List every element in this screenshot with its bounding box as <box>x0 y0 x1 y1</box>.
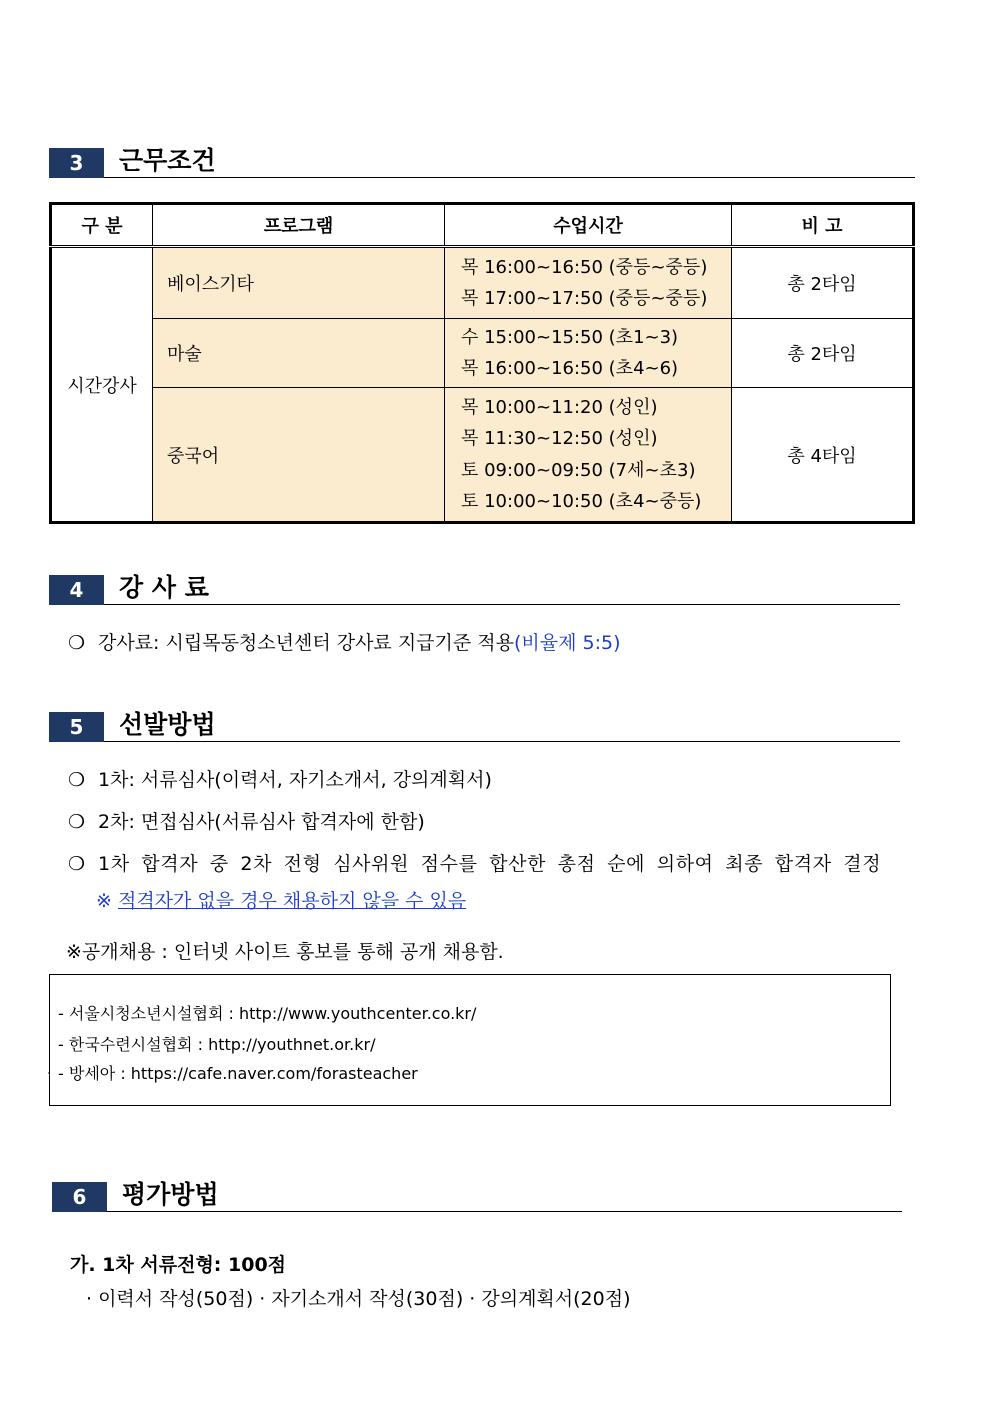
bullet-circle-icon: ❍ <box>68 632 86 654</box>
dot-mark: . <box>47 1062 52 1078</box>
public-notice: ※공개채용 : 인터넷 사이트 홍보를 통해 공개 채용함. <box>66 941 504 963</box>
evaluation-subheading: 가. 1차 서류전형: 100점 <box>70 1254 287 1276</box>
link-item: - 서울시청소년시설협회 : http://www.youthcenter.co.kr/ <box>58 1004 477 1023</box>
program-cell: 중국어 <box>153 388 445 523</box>
section-title: 근무조건 <box>119 146 216 175</box>
remarks-cell: 총 2타임 <box>732 319 914 388</box>
bullet-text: 1차 합격자 중 2차 전형 심사위원 점수를 합산한 총점 순에 의하여 최종 합격자 결정 <box>98 853 882 875</box>
section-number: 6 <box>52 1182 107 1212</box>
program-cell: 마술 <box>153 319 445 388</box>
time-line: 목 10:00~11:20 (성인) <box>461 396 658 418</box>
time-line: 목 11:30~12:50 (성인) <box>461 428 658 449</box>
fee-bullet <box>68 628 621 655</box>
time-line: 목 17:00~17:50 (중등~중등) <box>461 288 708 309</box>
link-item: - 한국수련시설협회 : http://youthnet.or.kr/ <box>58 1035 376 1054</box>
bullet-circle-icon: ❍ <box>68 853 86 875</box>
fee-ratio: (비율제 5:5) <box>514 632 621 654</box>
section-number: 3 <box>49 148 104 178</box>
program-cell: 베이스기타 <box>153 247 445 319</box>
time-cell <box>445 319 732 388</box>
time-line: 토 09:00~09:50 (7세~초3) <box>461 459 696 481</box>
selection-note <box>96 886 466 913</box>
time-line: 수 15:00~15:50 (초1~3) <box>461 326 679 348</box>
bullet-circle-icon: ❍ <box>68 769 86 791</box>
table-row <box>51 319 914 388</box>
bullet-circle-icon: ❍ <box>68 811 86 833</box>
divider <box>104 177 915 178</box>
time-line: 목 16:00~16:50 (중등~중등) <box>461 256 708 278</box>
table-row <box>51 388 914 523</box>
table-row <box>51 247 914 319</box>
section-title: 선발방법 <box>119 710 216 739</box>
section-number: 4 <box>49 575 104 605</box>
section-title: 강 사 료 <box>119 573 209 602</box>
links-box <box>49 974 891 1106</box>
header-category: 구 분 <box>51 204 153 247</box>
section-number: 5 <box>49 712 104 742</box>
divider <box>104 741 900 742</box>
bullet-text: 1차: 서류심사(이력서, 자기소개서, 강의계획서) <box>98 769 492 791</box>
header-class-time: 수업시간 <box>445 204 732 247</box>
divider <box>107 1211 902 1212</box>
fee-text: 강사료: 시립목동청소년센터 강사료 지급기준 적용 <box>98 632 514 654</box>
time-line: 목 16:00~16:50 (초4~6) <box>461 358 679 379</box>
time-cell <box>445 247 732 319</box>
note-symbol: ※ <box>96 890 112 912</box>
bullet-text: 2차: 면접심사(서류심사 합격자에 한함) <box>98 811 425 833</box>
selection-bullet <box>68 765 492 792</box>
table-header-row <box>51 204 914 247</box>
work-conditions-table <box>49 202 915 524</box>
category-cell: 시간강사 <box>51 247 153 523</box>
time-line: 토 10:00~10:50 (초4~중등) <box>461 491 702 512</box>
selection-bullet <box>68 807 425 834</box>
remarks-cell: 총 2타임 <box>732 247 914 319</box>
evaluation-items: · 이력서 작성(50점) · 자기소개서 작성(30점) · 강의계획서(20점) <box>86 1288 631 1310</box>
section-6-header <box>52 1182 902 1212</box>
section-5-header <box>49 712 900 742</box>
divider <box>104 604 900 605</box>
section-title: 평가방법 <box>122 1180 219 1209</box>
remarks-cell: 총 4타임 <box>732 388 914 523</box>
section-3-header <box>49 148 915 178</box>
section-4-header <box>49 575 900 605</box>
time-cell <box>445 388 732 523</box>
header-remarks: 비 고 <box>732 204 914 247</box>
header-program: 프로그램 <box>153 204 445 247</box>
link-item: - 방세아 : https://cafe.naver.com/forasteacher <box>58 1064 418 1083</box>
note-text: 적격자가 없을 경우 채용하지 않을 수 있음 <box>117 890 467 912</box>
selection-bullet <box>68 849 881 876</box>
